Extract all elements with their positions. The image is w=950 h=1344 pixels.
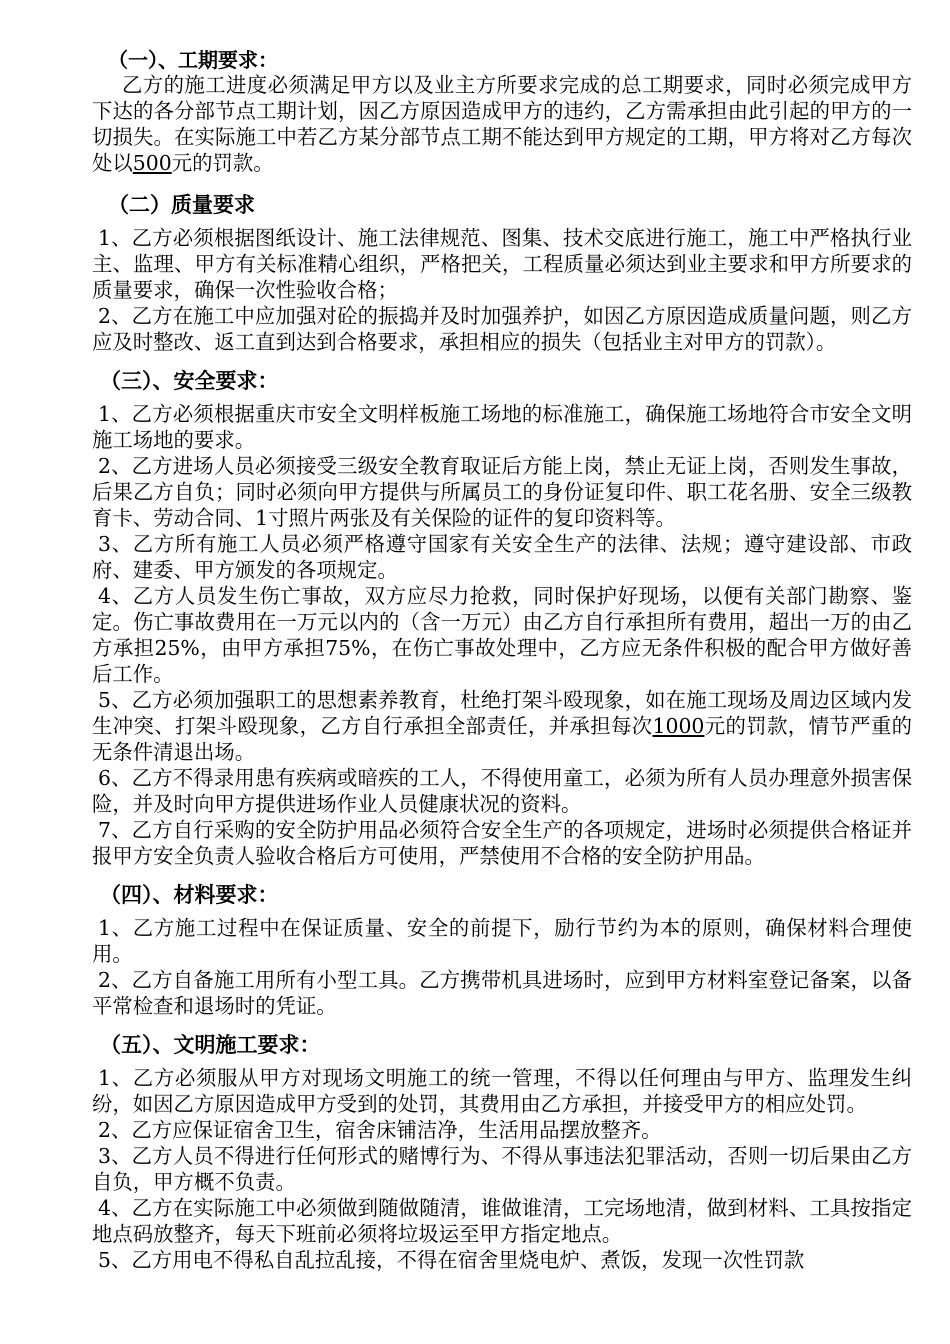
document-page	[92, 48, 912, 1273]
schedule-text: 乙方的施工进度必须满足甲方以及业主方所要求完成的总工期要求，同时必须完成甲方下达的各分部节点工期计划，因乙方原因造成甲方的违约，乙方需承担由此引起的甲方的一切损失。在实际施工中若乙方某分部节点工期不能达到甲方规定的工期，甲方将对乙方每次处以	[92, 73, 912, 175]
safety-item-7: 7、乙方自行采购的安全防护用品必须符合安全生产的各项规定，进场时必须提供合格证并报甲方安全负责人验收合格后方可使用，严禁使用不合格的安全防护用品。	[92, 818, 912, 868]
safety-item-5-text: 5、乙方必须加强职工的思想素养教育，杜绝打架斗殴现象，如在施工现场及周边区域内发生冲突、打架斗殴现象，乙方自行承担全部责任，并承担每次	[92, 688, 912, 738]
section-heading-civilized: （五）、文明施工要求：	[100, 1033, 321, 1057]
materials-item-1: 1、乙方施工过程中在保证质量、安全的前提下，励行节约为本的原则，确保材料合理使用。	[92, 916, 912, 966]
schedule-text-end: 元的罚款。	[171, 151, 274, 175]
section-heading-materials: （四）、材料要求：	[100, 883, 279, 907]
safety-item-5-text-end: 元的罚款，情节严重的无条件清退出场。	[92, 714, 912, 764]
civilized-item-5: 5、乙方用电不得私自乱拉乱接，不得在宿舍里烧电炉、煮饭，发现一次性罚款	[98, 1248, 805, 1272]
safety-item-6: 6、乙方不得录用患有疾病或暗疾的工人，不得使用童工，必须为所有人员办理意外损害保险，并及时向甲方提供进场作业人员健康状况的资料。	[92, 766, 912, 816]
schedule-fine-amount: 500	[132, 151, 172, 175]
quality-item-1: 1、乙方必须根据图纸设计、施工法律规范、图集、技术交底进行施工，施工中严格执行业主、监理、甲方有关标准精心组织，严格把关，工程质量必须达到业主要求和甲方所要求的质量要求，确保一次性验收合格；	[92, 226, 912, 302]
safety-fine-amount: 1000	[652, 714, 705, 738]
section-heading-safety: （三）、安全要求：	[100, 369, 279, 393]
section-heading-schedule: （一）、工期要求：	[108, 48, 278, 72]
civilized-item-1: 1、乙方必须服从甲方对现场文明施工的统一管理，不得以任何理由与甲方、监理发生纠纷，如因乙方原因造成甲方受到的处罚，其费用由乙方承担，并接受甲方的相应处罚。	[92, 1066, 912, 1116]
materials-item-2: 2、乙方自备施工用所有小型工具。乙方携带机具进场时，应到甲方材料室登记备案，以备平常检查和退场时的凭证。	[92, 968, 912, 1018]
safety-item-1: 1、乙方必须根据重庆市安全文明样板施工场地的标准施工，确保施工场地符合市安全文明施工场地的要求。	[92, 402, 912, 452]
civilized-item-2: 2、乙方应保证宿舍卫生，宿舍床铺洁净，生活用品摆放整齐。	[98, 1118, 662, 1142]
safety-item-5	[92, 687, 912, 765]
safety-item-4: 4、乙方人员发生伤亡事故，双方应尽力抢救，同时保护好现场，以便有关部门勘察、鉴定。伤亡事故费用在一万元以内的（含一万元）由乙方自行承担所有费用，超出一万的由乙方承担25%，由甲方承担75%，在伤亡事故处理中，乙方应无条件积极的配合甲方做好善后工作。	[92, 584, 912, 686]
civilized-item-4: 4、乙方在实际施工中必须做到随做随清，谁做谁清，工完场地清，做到材料、工具按指定地点码放整齐，每天下班前必须将垃圾运至甲方指定地点。	[92, 1196, 912, 1246]
safety-item-3: 3、乙方所有施工人员必须严格遵守国家有关安全生产的法律、法规；遵守建设部、市政府、建委、甲方颁发的各项规定。	[92, 532, 912, 582]
safety-item-2: 2、乙方进场人员必须接受三级安全教育取证后方能上岗，禁止无证上岗，否则发生事故，后果乙方自负；同时必须向甲方提供与所属员工的身份证复印件、职工花名册、安全三级教育卡、劳动合同、1寸照片两张及有关保险的证件的复印资料等。	[92, 454, 912, 530]
civilized-item-3: 3、乙方人员不得进行任何形式的赌博行为、不得从事违法犯罪活动，否则一切后果由乙方自负，甲方概不负责。	[92, 1144, 912, 1194]
quality-item-2: 2、乙方在施工中应加强对砼的振捣并及时加强养护，如因乙方原因造成质量问题，则乙方应及时整改、返工直到达到合格要求，承担相应的损失（包括业主对甲方的罚款）。	[92, 304, 912, 354]
schedule-paragraph	[92, 72, 912, 176]
section-heading-quality: （二）质量要求	[108, 193, 255, 217]
